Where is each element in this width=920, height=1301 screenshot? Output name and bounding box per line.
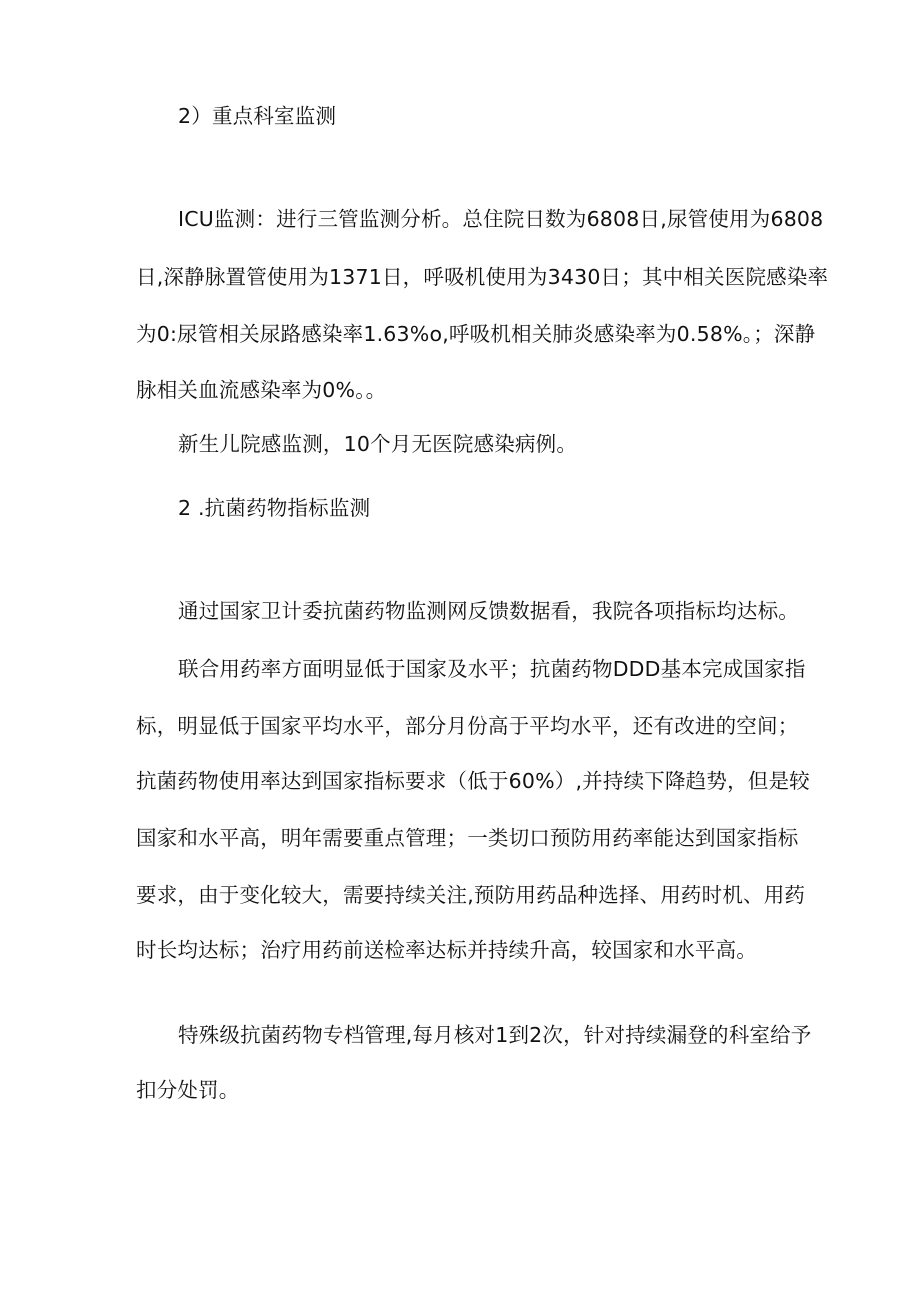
section-heading-antibiotics: 2 .抗菌药物指标监测 [178, 496, 371, 520]
icu-paragraph-line-2: 日,深静脉置管使用为1371日，呼吸机使用为3430日；其中相关医院感染率 [136, 265, 829, 289]
combo-paragraph-line-6: 时长均达标；治疗用药前送检率达标并持续升高，较国家和水平高。 [136, 938, 757, 962]
combo-paragraph-line-3: 抗菌药物使用率达到国家指标要求（低于60%）,并持续下降趋势，但是较 [136, 769, 810, 793]
combo-paragraph-line-1: 联合用药率方面明显低于国家及水平；抗菌药物DDD基本完成国家指 [178, 657, 806, 681]
special-paragraph-line-2: 扣分处罚。 [136, 1078, 240, 1102]
combo-paragraph-line-4: 国家和水平高，明年需要重点管理；一类切口预防用药率能达到国家指标 [136, 826, 799, 850]
combo-paragraph-line-2: 标，明显低于国家平均水平，部分月份高于平均水平，还有改进的空间； [136, 714, 799, 738]
combo-paragraph-line-5: 要求，由于变化较大，需要持续关注,预防用药品种选择、用药时机、用药 [136, 883, 806, 907]
section-heading-key-departments: 2）重点科室监测 [178, 104, 337, 128]
icu-paragraph-line-4: 脉相关血流感染率为0%。。 [136, 378, 387, 402]
icu-paragraph-line-3: 为0:尿管相关尿路感染率1.63%o,呼吸机相关肺炎感染率为0.58%。；深静 [136, 322, 816, 346]
feedback-paragraph: 通过国家卫计委抗菌药物监测网反馈数据看，我院各项指标均达标。 [178, 599, 799, 623]
special-paragraph-line-1: 特殊级抗菌药物专档管理,每月核对1到2次，针对持续漏登的科室给予 [178, 1023, 812, 1047]
newborn-paragraph: 新生儿院感监测，10个月无医院感染病例。 [178, 432, 578, 456]
icu-paragraph-line-1: ICU监测：进行三管监测分析。总住院日数为6808日,尿管使用为6808 [178, 207, 824, 231]
